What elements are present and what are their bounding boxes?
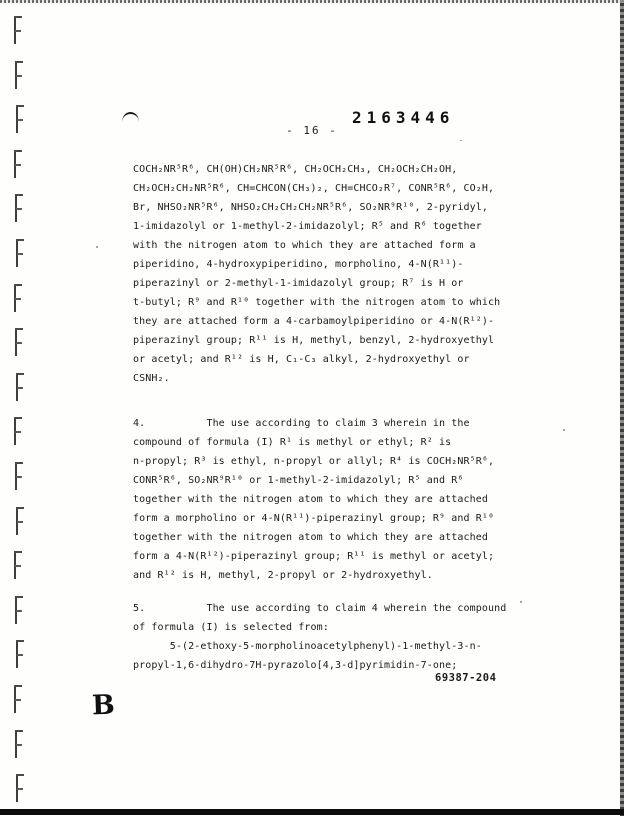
text-line: they are attached form a 4-carbamoylpiperidino or 4-N(R¹²)-	[133, 316, 495, 327]
binder-hole-mark	[14, 417, 26, 445]
binder-hole-mark	[16, 774, 28, 802]
scan-speck	[460, 140, 462, 141]
patent-number: 2163446	[352, 108, 455, 127]
claim4-paragraph	[133, 414, 533, 585]
text-line: with the nitrogen atom to which they are attached form a	[133, 240, 476, 251]
binder-hole-mark	[14, 284, 26, 312]
text-line: together with the nitrogen atom to which they are attached	[133, 532, 488, 543]
page-number: - 16 -	[286, 124, 338, 137]
text-line: 5. The use according to claim 4 wherein the compound	[133, 603, 507, 614]
text-line: together with the nitrogen atom to which they are attached	[133, 494, 488, 505]
text-line: 1-imidazolyl or 1-methyl-2-imidazolyl; R⁵ and R⁶ together	[133, 221, 482, 232]
text-line: form a 4-N(R¹²)-piperazinyl group; R¹¹ is methyl or acetyl;	[133, 551, 495, 562]
claims-text	[133, 160, 533, 675]
text-line: CSNH₂.	[133, 373, 170, 384]
claim3-continuation-paragraph	[133, 160, 533, 388]
text-line: t-butyl; R⁹ and R¹⁰ together with the nitrogen atom to which	[133, 297, 501, 308]
text-line: n-propyl; R³ is ethyl, n-propyl or allyl; R⁴ is COCH₂NR⁵R⁶,	[133, 456, 495, 467]
binder-hole-mark	[15, 730, 27, 758]
text-line: 4. The use according to claim 3 wherein in the	[133, 418, 470, 429]
text-line: CH₂OCH₂CH₂NR⁵R⁶, CH=CHCON(CH₃)₂, CH=CHCO₂R⁷, CONR⁵R⁶, CO₂H,	[133, 183, 495, 194]
text-line: 5-(2-ethoxy-5-morpholinoacetylphenyl)-1-methyl-3-n-	[133, 641, 482, 652]
scan-speck	[96, 246, 98, 248]
text-line: or acetyl; and R¹² is H, C₁-C₃ alkyl, 2-hydroxyethyl or	[133, 354, 470, 365]
claim5-paragraph	[133, 599, 533, 675]
binder-hole-mark	[14, 150, 26, 178]
text-line: of formula (I) is selected from:	[133, 622, 329, 633]
text-line: piperazinyl or 2-methyl-1-imidazolyl group; R⁷ is H or	[133, 278, 464, 289]
binder-hole-mark	[15, 194, 27, 222]
pen-arc-mark-icon	[122, 112, 139, 122]
text-line: and R¹² is H, methyl, 2-propyl or 2-hydroxyethyl.	[133, 570, 433, 581]
text-line: propyl-1,6-dihydro-7H-pyrazolo[4,3-d]pyrimidin-7-one;	[133, 660, 458, 671]
binder-hole-mark	[15, 61, 27, 89]
docket-number: 69387-204	[435, 672, 497, 684]
scan-speck	[563, 429, 565, 431]
scan-speck	[520, 601, 522, 603]
scan-top-edge	[0, 0, 624, 3]
text-line: piperazinyl group; R¹¹ is H, methyl, benzyl, 2-hydroxyethyl	[133, 335, 495, 346]
binder-hole-mark	[15, 328, 27, 356]
binder-hole-mark	[16, 507, 28, 535]
binder-hole-mark	[16, 373, 28, 401]
text-line: piperidino, 4-hydroxypiperidino, morpholino, 4-N(R¹¹)-	[133, 259, 464, 270]
text-line: COCH₂NR⁵R⁶, CH(OH)CH₂NR⁵R⁶, CH₂OCH₂CH₃, CH₂OCH₂CH₂OH,	[133, 164, 458, 175]
binder-hole-mark	[15, 462, 27, 490]
scan-right-edge	[620, 0, 624, 816]
binder-hole-mark	[14, 685, 26, 713]
text-line: compound of formula (I) R¹ is methyl or ethyl; R² is	[133, 437, 452, 448]
text-line: Br, NHSO₂NR⁵R⁶, NHSO₂CH₂CH₂CH₂NR⁵R⁶, SO₂NR⁹R¹⁰, 2-pyridyl,	[133, 202, 488, 213]
text-line: CONR⁵R⁶, SO₂NR⁹R¹⁰ or 1-methyl-2-imidazolyl; R⁵ and R⁶	[133, 475, 464, 486]
binder-hole-mark	[14, 16, 26, 44]
binder-hole-mark	[15, 596, 27, 624]
binder-hole-mark	[14, 551, 26, 579]
scan-bottom-edge	[0, 809, 624, 815]
binder-hole-mark	[16, 640, 28, 668]
handwritten-letter: B	[91, 689, 116, 722]
binder-hole-mark	[16, 239, 28, 267]
text-line: form a morpholino or 4-N(R¹¹)-piperazinyl group; R⁹ and R¹⁰	[133, 513, 495, 524]
